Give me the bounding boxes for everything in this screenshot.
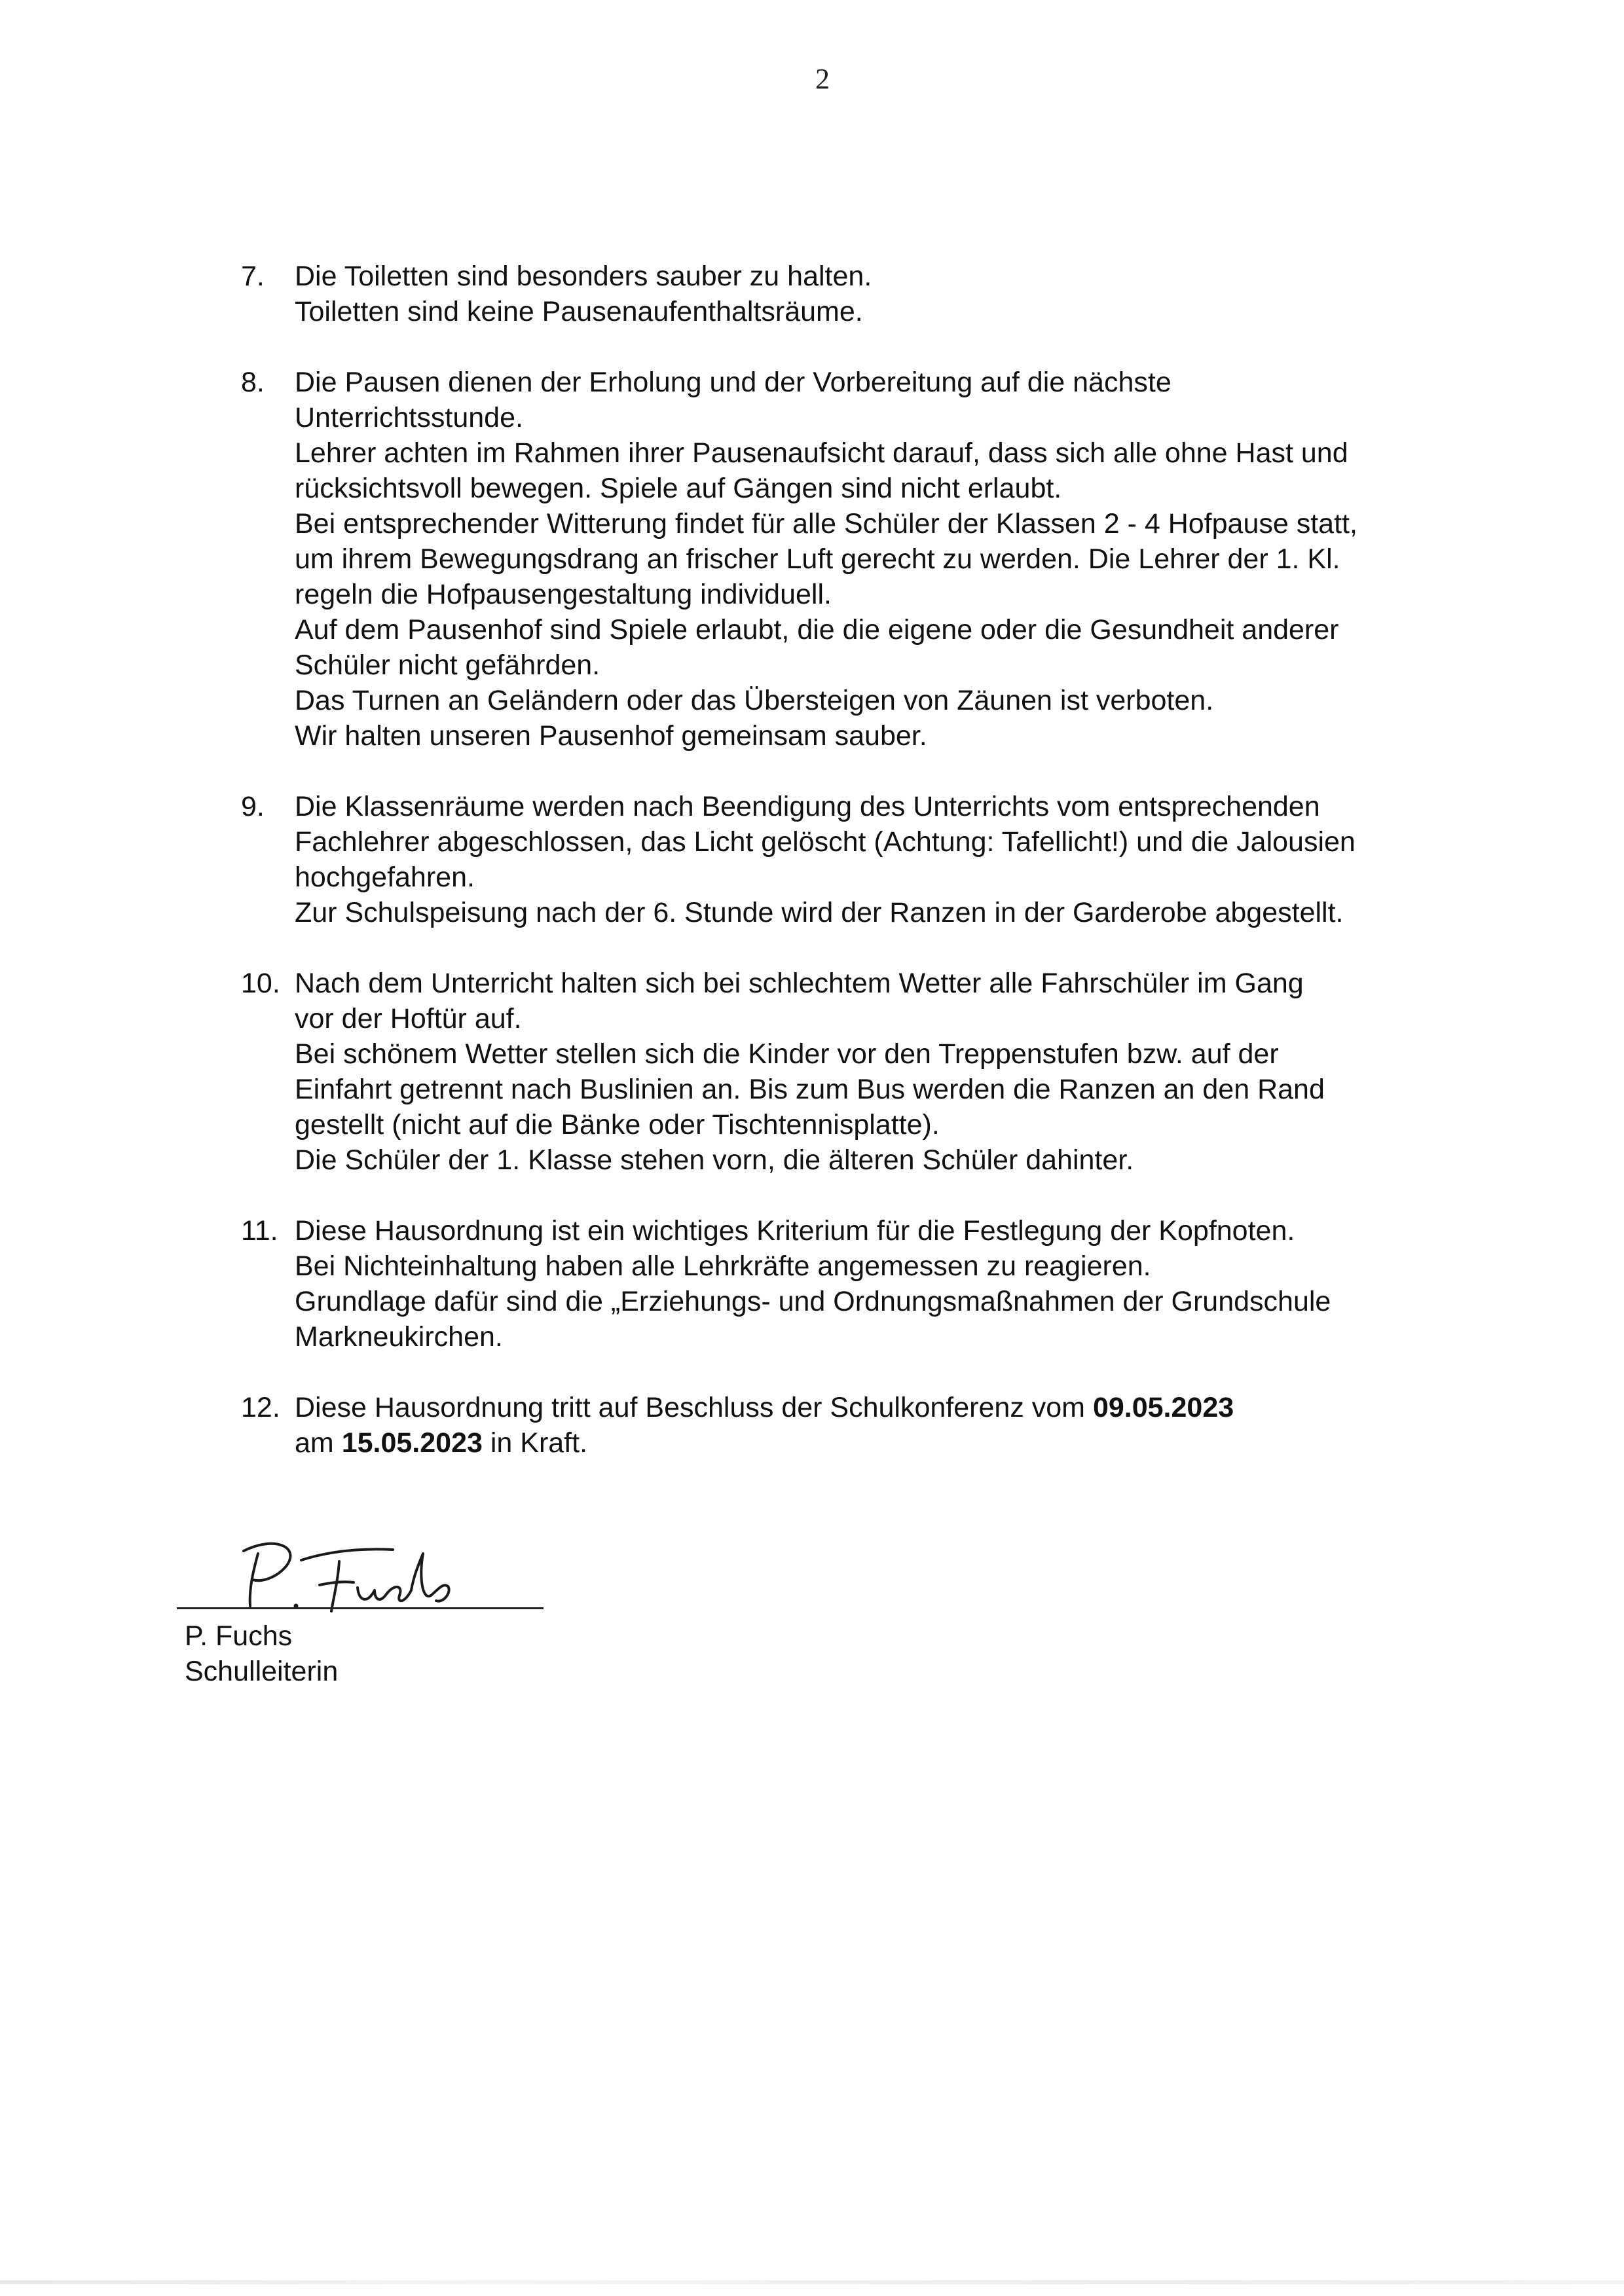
rule-line: Markneukirchen. [295,1321,503,1353]
rule-line: Schüler nicht gefährden. [295,649,600,681]
rule-line: Toiletten sind keine Pausenaufenthaltsräume. [295,296,863,327]
rule-number: 11. [241,1215,278,1247]
rule-line: Wir halten unseren Pausenhof gemeinsam sauber. [295,720,927,752]
rule-number: 8. [241,367,265,398]
rule-line: Bei schönem Wetter stellen sich die Kinder vor den Treppenstufen bzw. auf der [295,1038,1279,1070]
rule-item-12 [241,1390,1439,1461]
rule-line: Auf dem Pausenhof sind Spiele erlaubt, die die eigene oder die Gesundheit anderer [295,614,1339,646]
rule-line: Nach dem Unterricht halten sich bei schlechtem Wetter alle Fahrschüler im Gang [295,968,1304,999]
rule-item [241,789,1439,930]
rule-number: 9. [241,791,265,822]
rule-line: Diese Hausordnung tritt auf Beschluss der Schulkonferenz vom 09.05.2023 [295,1392,1234,1423]
rule-item [241,966,1439,1178]
rule-line: Bei Nichteinhaltung haben alle Lehrkräfte angemessen zu reagieren. [295,1250,1151,1282]
signer-name: P. Fuchs [185,1620,293,1652]
rule-number: 10. [241,968,280,999]
rule-number: 7. [241,261,265,292]
effective-date: 15.05.2023 [341,1427,483,1459]
conference-date: 09.05.2023 [1092,1392,1234,1423]
rule-item [241,365,1439,754]
rule-line: Bei entsprechender Witterung findet für alle Schüler der Klassen 2 - 4 Hofpause statt, [295,508,1357,539]
rule-line: Diese Hausordnung ist ein wichtiges Kriterium für die Festlegung der Kopfnoten. [295,1215,1295,1247]
signer-info [185,1618,338,1689]
signer-role: Schulleiterin [185,1656,339,1687]
rule-line: rücksichtsvoll bewegen. Spiele auf Gängen sind nicht erlaubt. [295,473,1062,504]
rule-line: Grundlage dafür sind die „Erziehungs- und Ordnungsmaßnahmen der Grundschule [295,1286,1331,1317]
rule-line: Einfahrt getrennt nach Buslinien an. Bis zum Bus werden die Ranzen an den Rand [295,1074,1325,1105]
rule-line: Zur Schulspeisung nach der 6. Stunde wird der Ranzen in der Garderobe abgestellt. [295,897,1344,928]
rule-line: am 15.05.2023 in Kraft. [295,1427,588,1459]
rule-line: Unterrichtsstunde. [295,402,523,433]
rule-line: Die Toiletten sind besonders sauber zu halten. [295,261,872,292]
rule-item [241,1213,1439,1355]
rule-number: 12. [241,1392,280,1423]
rule-line: gestellt (nicht auf die Bänke oder Tischtennisplatte). [295,1109,940,1140]
rule-line: Die Schüler der 1. Klasse stehen vorn, die älteren Schüler dahinter. [295,1144,1134,1176]
rule-line: vor der Hoftür auf. [295,1003,522,1034]
rule-line: Die Klassenräume werden nach Beendigung des Unterrichts vom entsprechenden [295,791,1320,822]
rule-line: hochgefahren. [295,862,475,893]
signature-line [177,1607,544,1609]
house-rules-list [241,259,1439,1496]
rule-line: um ihrem Bewegungsdrang an frischer Luft gerecht zu werden. Die Lehrer der 1. Kl. [295,543,1340,575]
rule-line: Fachlehrer abgeschlossen, das Licht gelöscht (Achtung: Tafellicht!) und die Jalousien [295,826,1356,858]
rule-item [241,259,1439,329]
page-number: 2 [815,63,830,95]
rule-line: regeln die Hofpausengestaltung individuell. [295,579,832,610]
rule-line: Das Turnen an Geländern oder das Übersteigen von Zäunen ist verboten. [295,685,1214,716]
scan-edge [0,2280,1624,2284]
rule-line: Lehrer achten im Rahmen ihrer Pausenaufsicht darauf, dass sich alle ohne Hast und [295,437,1348,469]
handwritten-signature [203,1522,504,1620]
rule-line: Die Pausen dienen der Erholung und der Vorbereitung auf die nächste [295,367,1172,398]
